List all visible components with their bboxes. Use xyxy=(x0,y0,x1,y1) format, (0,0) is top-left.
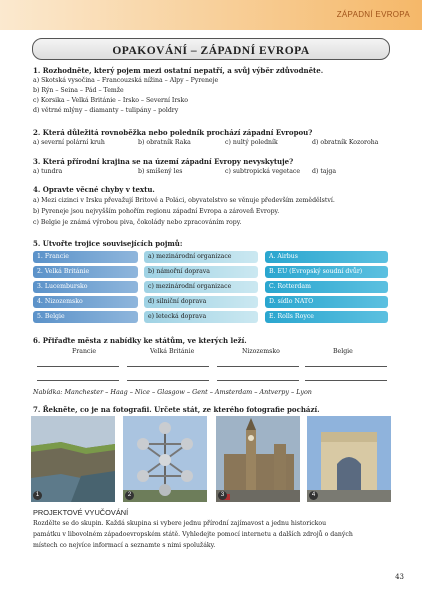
q2-option-c: c) nultý poledník xyxy=(225,139,278,146)
q1-question: 1. Rozhodněte, který pojem mezi ostatní nepatří, a svůj výběr zdůvodněte. xyxy=(33,66,324,75)
q1-item-b: b) Rýn – Seina – Pád – Temže xyxy=(33,87,124,94)
q1-item-a: a) Skotská vysočina – Francouzská nížina – Alpy – Pyreneje xyxy=(33,77,219,84)
page-title: OPAKOVÁNÍ – ZÁPADNÍ EVROPA xyxy=(112,45,310,57)
q5-col1-item: 4. Nizozemsko xyxy=(33,296,138,308)
photo-arc-de-triomphe xyxy=(307,416,391,502)
q4-item-a: a) Mezi cizinci v Irsku převažují Britové a Poláci, obyvatelstvo se věnuje především zemědělství. xyxy=(33,197,335,204)
q5-question: 5. Utvořte trojice souvisejících pojmů: xyxy=(33,239,183,248)
q2-option-b: b) obratník Raka xyxy=(138,139,191,146)
q6-question: 6. Přiřaďte města z nabídky ke státům, ve kterých leží. xyxy=(33,336,247,345)
q5-col3-item: B. EU (Evropský soudní dvůr) xyxy=(265,266,388,278)
q3-option-d: d) tajga xyxy=(312,168,337,175)
q4-item-c: c) Belgie je známá výrobou piva, čokolády nebo zpracováním ropy. xyxy=(33,219,242,226)
q5-col2-item: e) letecká doprava xyxy=(144,311,258,323)
q3-option-c: c) subtropická vegetace xyxy=(225,168,301,175)
answer-line[interactable] xyxy=(127,366,209,367)
q6-country: Francie xyxy=(72,348,97,355)
q3-option-a: a) tundra xyxy=(33,168,63,175)
photo-big-ben xyxy=(216,416,300,502)
answer-line[interactable] xyxy=(37,380,119,381)
q5-col3-item: D. sídlo NATO xyxy=(265,296,388,308)
q5-col1-item: 3. Lucembursko xyxy=(33,281,138,293)
q5-col3-item: A. Airbus xyxy=(265,251,388,263)
answer-line[interactable] xyxy=(127,380,209,381)
answer-line[interactable] xyxy=(217,380,299,381)
answer-line[interactable] xyxy=(37,366,119,367)
q4-question: 4. Opravte věcné chyby v textu. xyxy=(33,185,155,194)
project-line: místech co nejvíce informací a seznamte s nimi spolužáky. xyxy=(33,542,216,549)
photo-number-badge: 2 xyxy=(125,491,134,500)
q3-question: 3. Která přírodní krajina se na území západní Evropy nevyskytuje? xyxy=(33,157,294,166)
q1-item-c: c) Korsika – Velká Británie – Irsko – Severní Irsko xyxy=(33,97,188,104)
q5-col1-item: 2. Velká Británie xyxy=(33,266,138,278)
q7-question: 7. Řekněte, co je na fotografii. Určete stát, ze kterého fotografie pochází. xyxy=(33,405,320,414)
q2-question: 2. Která důležitá rovnoběžka nebo poledník prochází západní Evropou? xyxy=(33,128,313,137)
q4-item-b: b) Pyreneje jsou nejvyšším pohořím regionu západní Evropa a zároveň Evropy. xyxy=(33,208,280,215)
answer-line[interactable] xyxy=(217,366,299,367)
project-heading: PROJEKTOVÉ VYUČOVÁNÍ xyxy=(33,508,129,517)
header-bar xyxy=(0,0,422,30)
answer-line[interactable] xyxy=(305,380,387,381)
q6-country: Nizozemsko xyxy=(242,348,280,355)
q5-col3-item: C. Rotterdam xyxy=(265,281,388,293)
section-title: ZÁPADNÍ EVROPA xyxy=(336,10,410,19)
q2-option-a: a) severní polární kruh xyxy=(33,139,105,146)
answer-line[interactable] xyxy=(305,366,387,367)
q6-country: Belgie xyxy=(333,348,353,355)
q5-col2-item: c) mezinárodní organizace xyxy=(144,281,258,293)
q1-item-d: d) větrné mlýny – diamanty – tulipány – poldry xyxy=(33,107,179,114)
q5-col2-item: a) mezinárodní organizace xyxy=(144,251,258,263)
photo-cliffs xyxy=(31,416,115,502)
photo-number-badge: 4 xyxy=(309,491,318,500)
q5-col2-item: d) silniční doprava xyxy=(144,296,258,308)
q5-col1-item: 5. Belgie xyxy=(33,311,138,323)
q2-option-d: d) obratník Kozoroha xyxy=(312,139,379,146)
q5-col1-item: 1. Francie xyxy=(33,251,138,263)
q5-col2-item: b) námořní doprava xyxy=(144,266,258,278)
photo-number-badge: 1 xyxy=(33,491,42,500)
q3-option-b: b) smíšený les xyxy=(138,168,183,175)
photo-number-badge: 3 xyxy=(218,491,227,500)
q6-offer: Nabídka: Manchester – Haag – Nice – Glasgow – Gent – Amsterdam – Antverpy – Lyon xyxy=(33,388,312,396)
page-number: 43 xyxy=(395,573,404,581)
project-line: památku v libovolném západoevropském státě. Vyhledejte pomocí internetu a dalších zdrojů o daných xyxy=(33,531,353,538)
project-line: Rozdělte se do skupin. Každá skupina si vybere jednu přírodní zajímavost a jednu historickou xyxy=(33,520,327,527)
q6-country: Velká Británie xyxy=(150,348,195,355)
photo-atomium xyxy=(123,416,207,502)
q5-col3-item: E. Rolls Royce xyxy=(265,311,388,323)
title-box xyxy=(32,38,390,60)
